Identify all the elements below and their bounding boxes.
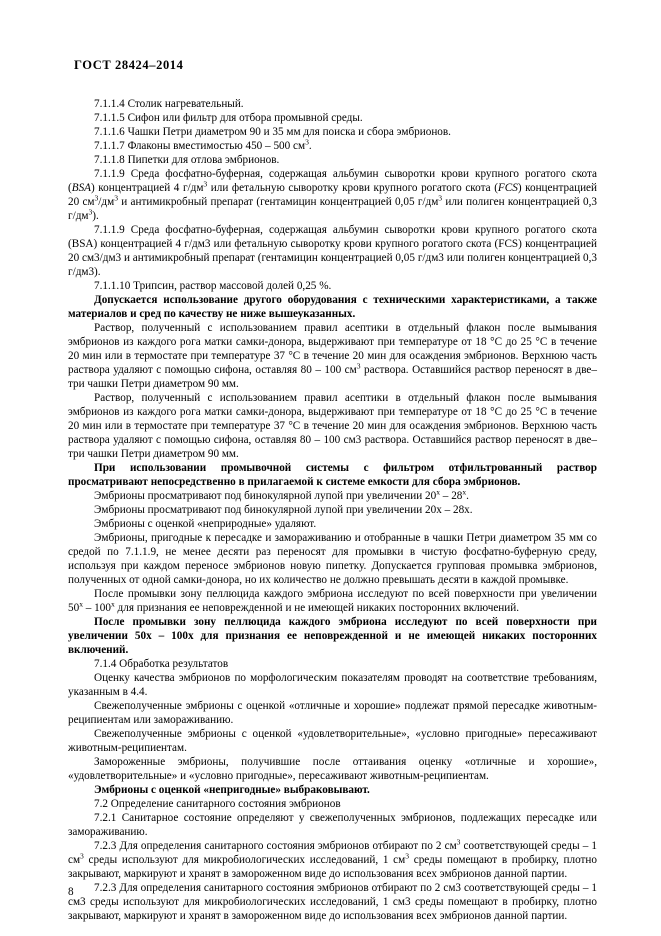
heading-7-1-2: Допускается использование другого оборудования с техническими характеристиками, а также материалов и сред по качеству не ниже вышеуказанных. [68,294,597,320]
paragraph-7-1-1-10: 7.1.1.9 Среда фосфатно-буферная, содержащая альбумин сыворотки крови крупного рогатого скота (BSA) концентрацией 4 г/дм3 или фетальную сыворотку крови крупного рогатого скота (FCS) концентрацией 20 см3/дм3 и антимикробный препарат (гентамицин концентрацией 0,05 г/дм3 или полиген концентрацией 0,3 г/дм3). [68,224,597,278]
paragraph-7-2-2: 7.2.1 Санитарное состояние определяют у свежеполученных эмбрионов, подлежащих пересадке или замораживанию. [68,812,597,838]
paragraph-7-2-1: 7.2 Определение санитарного состояния эмбрионов [94,798,341,810]
heading-7-1-3: При использовании промывочной системы с фильтром отфильтрованный раствор просматривают непосредственно в прилагаемой к системе емкости для сбора эмбрионов. [68,462,597,488]
paragraph-7-2-5: 7.2.3 Для определения санитарного состояния эмбрионов отбирают по 2 см3 соответствующей среды – 1 см3 среды используют для микробиологических исследований, 1 см3 среды помещают в пробирку, плотно закрывают, маркируют и хранят в замороженном виде до использования всех эмбрионов данной партии. [68,882,597,922]
paragraph-7-1-3-d: Эмбрионы, пригодные к пересадке и замораживанию и отобранные в чашки Петри диаметром 35 мм со средой по 7.1.1.9, не менее десяти раз переносят для промывки в чистую фосфатно-буферную среду, используя при каждом переносе эмбрионов новую пипетку. Допускается групповая промывка эмбрионов, полученных от одной самки-донора, но их количество не должно превышать десяти в каждой промывке. [68,532,597,586]
heading-7-2: Эмбрионы с оценкой «непригодные» выбраковывают. [94,784,370,796]
paragraph-7-1-4-e: Замороженные эмбрионы, получившие после оттаивания оценку «отличные и хорошие», «удовлетворительные» и «условно пригодные», пересаживают животным-реципиентам. [68,756,597,782]
paragraph-7-1-1-7-after: . [308,140,312,152]
paragraph-7-1-1-7 [68,139,597,153]
paragraph-7-1-1-9: 7.1.1.9 Среда фосфатно-буферная, содержащая альбумин сыворотки крови крупного рогатого скота (BSA) концентрацией 4 $г/дм^3$ или фетальную сыворотку крови крупного рогатого скота (FCS) концентрацией 20 $см^3/дм^3$ и антимикробный препарат (гентамицин концентрацией 0,05 $г/дм^3$ или полиген концентрацией 0,3 $г/дм^3$). [68,168,598,222]
bsa-abbrev: BSA [71,182,91,194]
paragraph-allowed-equipment: 7.1.1.10 Трипсин, раствор массовой долей 0,25 %. [94,280,332,292]
paragraph-7-1-4-c: Свежеполученные эмбрионы с оценкой «отличные и хорошие» подлежат прямой пересадке животным-реципиентам или замораживанию. [68,700,597,726]
page-number: 8 [68,886,74,898]
paragraph-7-1-1-7-superscript: 3 [305,137,309,147]
paragraph-7-1-2-b: Раствор, полученный с использованием правил асептики в отдельный флакон после вымывания эмбрионов из каждого рога матки самки-донора, выдерживают при температуре от 18 °С до 25 °С в течение 20 мин или в термостате при температуре 37 °С в течение 20 мин для осаждения эмбрионов. Верхнюю часть раствора удаляют с помощью сифона, оставляя 80 – 100 см3 раствора. Оставшийся раствор переносят в две–три чашки Петри диаметром 90 мм. [68,392,597,460]
paragraph-7-1-3-a: Эмбрионы просматривают под бинокулярной лупой при увеличении $20^х - 28^х$. [94,487,469,502]
paragraph-7-2-3: 7.2.3 Для определения санитарного состояния эмбрионов отбирают по 2 $см^3$ соответствующей среды – 1 $см^3$ среды используют для микробиологических исследований, 1 $см^3$ среды помещают в пробирку, плотно закрывают, маркируют и хранят в замороженном виде до использования всех эмбрионов данной партии. [68,837,597,880]
paragraph-7-1-1-6: 7.1.1.6 Чашки Петри диаметром 90 и 35 мм для поиска и сбора эмбрионов. [94,126,451,138]
standard-header: ГОСТ 28424–2014 [74,58,184,72]
paragraph-7-1-1-5: 7.1.1.5 Сифон или фильтр для отбора промывной среды. [94,112,363,124]
heading-7-1-4: После промывки зону пеллюцида каждого эмбриона исследуют по всей поверхности при увеличении 50х – 100х для признания ее неповрежденной и не имеющей никаких посторонних включений. [68,616,597,656]
paragraph-7-1-3-b: Эмбрионы просматривают под бинокулярной лупой при увеличении 20х – 28х. [94,504,473,516]
paragraph-7-1-4-d: Свежеполученные эмбрионы с оценкой «удовлетворительные», «условно пригодные» пересаживают животным-реципиентам. [68,728,597,754]
paragraph-7-1-2-a: Раствор, полученный с использованием правил асептики в отдельный флакон после вымывания эмбрионов из каждого рога матки самки-донора, выдерживают при температуре от 18 °С до 25 °С в течение 20 мин или в термостате при температуре 37 °С в течение 20 мин для осаждения эмбрионов. Верхнюю часть раствора удаляют с помощью сифона, оставляя 80 – 100 $см^3$ раствора. Оставшийся раствор переносят в две–три чашки Петри диаметром 90 мм. [68,322,597,390]
fcs-abbrev: FCS [497,182,518,194]
paragraph-7-1-1-7-before: 7.1.1.7 Флаконы вместимостью 450 – 500 см [94,140,306,152]
paragraph-7-1-3-c: Эмбрионы с оценкой «неприродные» удаляют. [94,518,317,530]
paragraph-7-1-4-b: Оценку качества эмбрионов по морфологическим показателям проводят на соответствие требованиям, указанным в 4.4. [68,672,597,698]
paragraph-7-1-1-8: 7.1.1.8 Пипетки для отлова эмбрионов. [94,154,280,166]
paragraph-7-1-3-e: После промывки зону пеллюцида каждого эмбриона исследуют по всей поверхности при увеличении $50^х - 100^х$ для признания ее неповрежденной и не имеющей никаких посторонних включений. [68,588,597,614]
document-body [68,97,597,923]
paragraph-7-1-4-a: 7.1.4 Обработка результатов [94,658,229,670]
paragraph-7-1-1-4: 7.1.1.4 Столик нагревательный. [94,98,244,110]
